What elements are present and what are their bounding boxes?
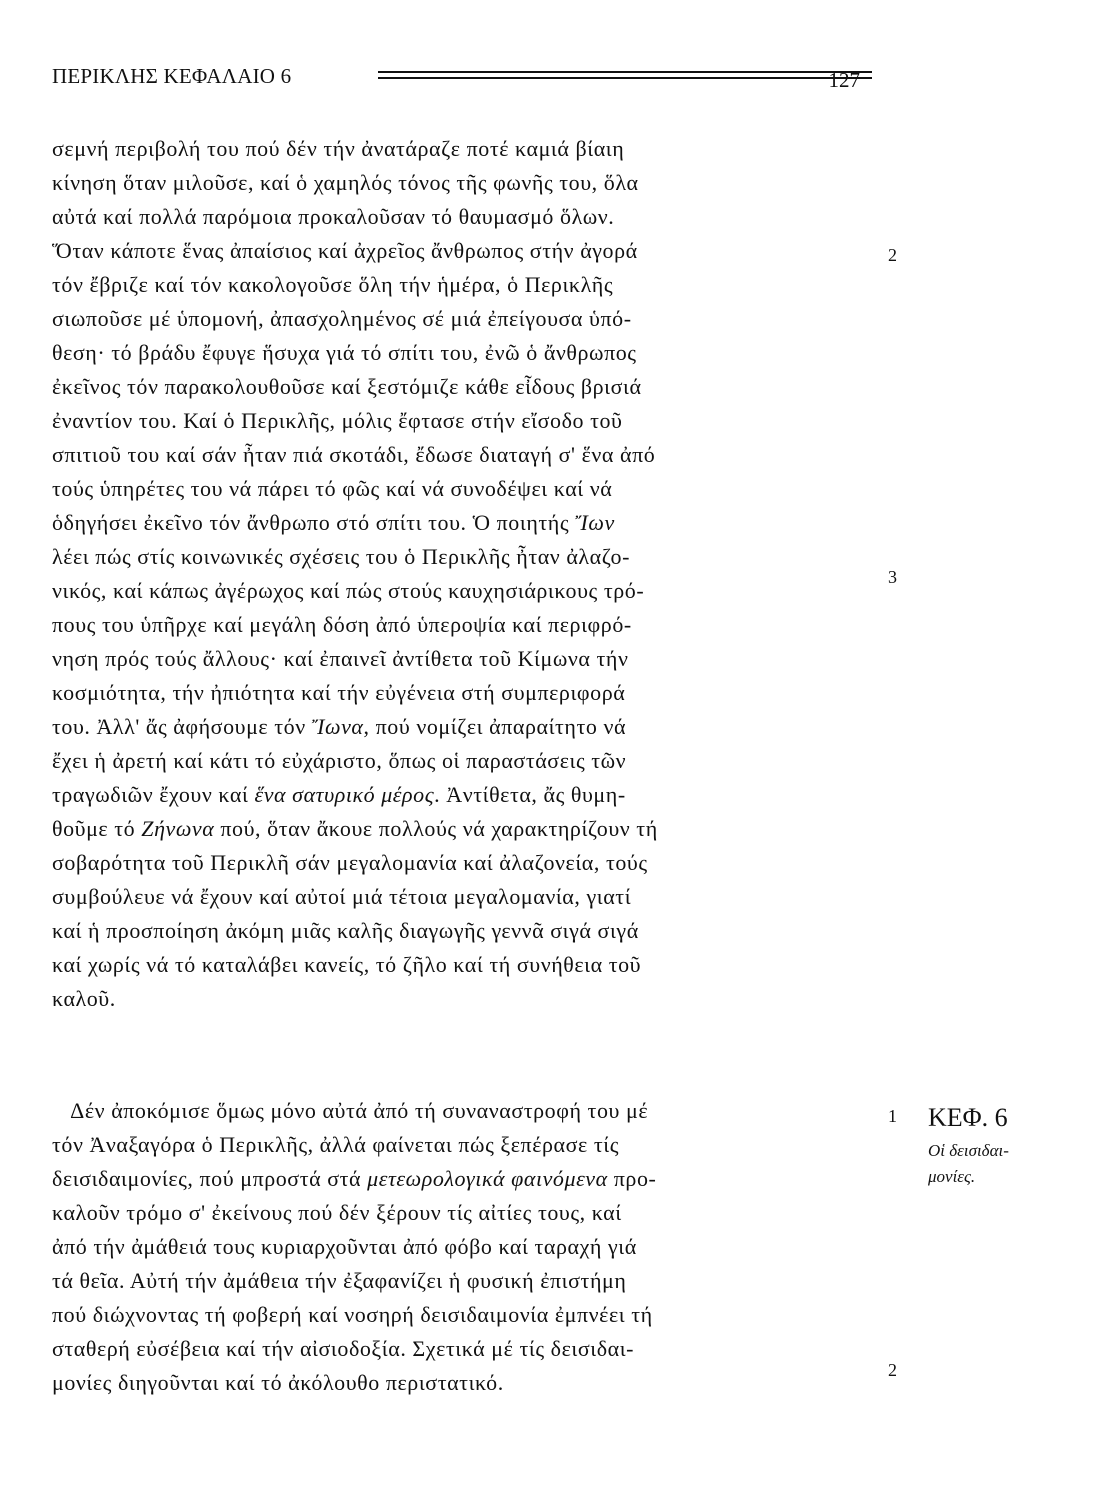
italic-name-ion: Ἴων (575, 510, 615, 535)
running-head (52, 62, 860, 96)
section-number: 1 (888, 1106, 897, 1126)
text-line: πού διώχνοντας τή φοβερή καί νοσηρή δεισιδαιμονία ἐμπνέει τή (52, 1302, 653, 1327)
text-line: λέει πώς στίς κοινωνικές σχέσεις του ὁ Περικλῆς ἦταν ἀλαζο- (52, 544, 630, 569)
text-line: σταθερή εὐσέβεια καί τήν αἰσιοδοξία. Σχετικά μέ τίς δεισιδαι- (52, 1336, 635, 1361)
text-line: μονίες διηγοῦνται καί τό ἀκόλουθο περιστατικό. (52, 1370, 504, 1395)
text-line: καί χωρίς νά τό καταλάβει κανείς, τό ζῆλο καί τή συνήθεια τοῦ (52, 952, 642, 977)
page-number: 127 (828, 68, 860, 92)
text-line: πους του ὑπῆρχε καί μεγάλη δόση ἀπό ὑπεροψία καί περιφρό- (52, 612, 632, 637)
margin-sidenote (928, 1138, 1048, 1190)
text-line: συμβούλευε νά ἔχουν καί αὐτοί μιά τέτοια μεγαλομανία, γιατί (52, 884, 632, 909)
section-number: 2 (888, 245, 897, 265)
text-line: κίνηση ὅταν μιλοῦσε, καί ὁ χαμηλός τόνος τῆς φωνῆς του, ὅλα (52, 170, 639, 195)
text-line: σπιτιοῦ του καί σάν ἦταν πιά σκοτάδι, ἔδωσε διαταγή σ' ἕνα ἀπό (52, 442, 656, 467)
text-line: σιωποῦσε μέ ὑπομονή, ἀπασχολημένος σέ μιά ἐπείγουσα ὑπό- (52, 306, 632, 331)
text-line: καλοῦν τρόμο σ' ἐκείνους πού δέν ξέρουν τίς αἰτίες τους, καί (52, 1200, 622, 1225)
chapter-label: ΚΕΦ. 6 (928, 1103, 1008, 1132)
text-line: ἐναντίον του. Καί ὁ Περικλῆς, μόλις ἔφτασε στήν εἴσοδο τοῦ (52, 408, 623, 433)
section-number: 3 (888, 567, 897, 587)
text-line: ἀπό τήν ἀμάθειά τους κυριαρχοῦνται ἀπό φόβο καί ταραχή γιά (52, 1234, 637, 1259)
text-fragment: , πού νομίζει ἀπαραίτητο νά (363, 714, 627, 739)
text-fragment: θοῦμε τό (52, 816, 136, 841)
text-line: τόν Ἀναξαγόρα ὁ Περικλῆς, ἀλλά φαίνεται πώς ξεπέρασε τίς (52, 1132, 619, 1157)
italic-phrase-meteor: μετεωρολογικά φαινόμενα (367, 1166, 608, 1191)
text-line (52, 710, 860, 744)
sidenote-line: Οἱ δεισιδαι- (928, 1141, 1009, 1160)
text-line: τούς ὑπηρέτες του νά πάρει τό φῶς καί νά συνοδέψει καί νά (52, 476, 613, 501)
italic-phrase-satyr: ἕνα σατυρικό μέρος (254, 782, 435, 807)
text-line (52, 778, 860, 812)
paragraph-spacer (52, 1058, 860, 1094)
text-fragment: . Ἀντίθετα, ἄς θυμη- (434, 782, 626, 807)
section-number: 2 (888, 1360, 897, 1380)
text-line: σεμνή περιβολή του πού δέν τήν ἀνατάραζε ποτέ καμιά βίαιη (52, 136, 625, 161)
text-line (52, 812, 860, 846)
running-title: ΠΕΡΙΚΛΗΣ ΚΕΦΑΛΑΙΟ 6 (52, 64, 292, 88)
paragraph-2 (52, 1094, 860, 1400)
text-line: τά θεῖα. Αὐτή τήν ἀμάθεια τήν ἐξαφανίζει ἡ φυσική ἐπιστήμη (52, 1268, 627, 1293)
paragraph-1 (52, 132, 860, 1016)
italic-name-ion: Ἴωνα (311, 714, 364, 739)
text-line: θεση· τό βράδυ ἔφυγε ἥσυχα γιά τό σπίτι του, ἐνῶ ὁ ἄνθρωπος (52, 340, 637, 365)
text-line (52, 1094, 860, 1128)
text-fragment: πού, ὅταν ἄκουε πολλούς νά χαρακτηρίζουν τή (214, 816, 658, 841)
text-fragment: του. Ἀλλ' ἄς ἀφήσουμε τόν (52, 714, 306, 739)
text-line (52, 1162, 860, 1196)
text-line: καλοῦ. (52, 986, 116, 1011)
text-line: Ὅταν κάποτε ἕνας ἀπαίσιος καί ἀχρεῖος ἄνθρωπος στήν ἀγορά (52, 238, 638, 263)
text-line: καί ἡ προσποίηση ἀκόμη μιᾶς καλῆς διαγωγῆς γεννᾶ σιγά σιγά (52, 918, 639, 943)
text-line: ἔχει ἡ ἀρετή καί κάτι τό εὐχάριστο, ὅπως οἱ παραστάσεις τῶν (52, 748, 627, 773)
text-line: νικός, καί κάπως ἀγέρωχος καί πώς στούς καυχησιάρικους τρό- (52, 578, 645, 603)
text-fragment: δεισιδαιμονίες, πού μπροστά στά (52, 1166, 362, 1191)
text-line: νηση πρός τούς ἄλλους· καί ἐπαινεῖ ἀντίθετα τοῦ Κίμωνα τήν (52, 646, 629, 671)
text-line: αὐτά καί πολλά παρόμοια προκαλοῦσαν τό θαυμασμό ὅλων. (52, 204, 615, 229)
text-line: ἐκεῖνος τόν παρακολουθοῦσε καί ξεστόμιζε κάθε εἶδους βρισιά (52, 374, 642, 399)
text-fragment: Δέν ἀποκόμισε ὅμως μόνο αὐτά ἀπό τή συναναστροφή του μέ (70, 1098, 649, 1123)
text-fragment: προ- (607, 1166, 657, 1191)
text-line: τόν ἔβριζε καί τόν κακολογοῦσε ὅλη τήν ἡμέρα, ὁ Περικλῆς (52, 272, 614, 297)
italic-name-zeno: Ζήνωνα (141, 816, 215, 841)
header-rule-lower (378, 77, 872, 79)
text-line: σοβαρότητα τοῦ Περικλῆ σάν μεγαλομανία καί ἀλαζονεία, τούς (52, 850, 648, 875)
header-rule-upper (378, 71, 872, 73)
text-line: κοσμιότητα, τήν ἠπιότητα καί τήν εὐγένεια στή συμπεριφορά (52, 680, 626, 705)
text-line (52, 506, 860, 540)
text-fragment: ὁδηγήσει ἐκεῖνο τόν ἄνθρωπο στό σπίτι του. Ὁ ποιητής (52, 510, 570, 535)
text-fragment: τραγωδιῶν ἔχουν καί (52, 782, 249, 807)
sidenote-line: μονίες. (928, 1167, 976, 1186)
